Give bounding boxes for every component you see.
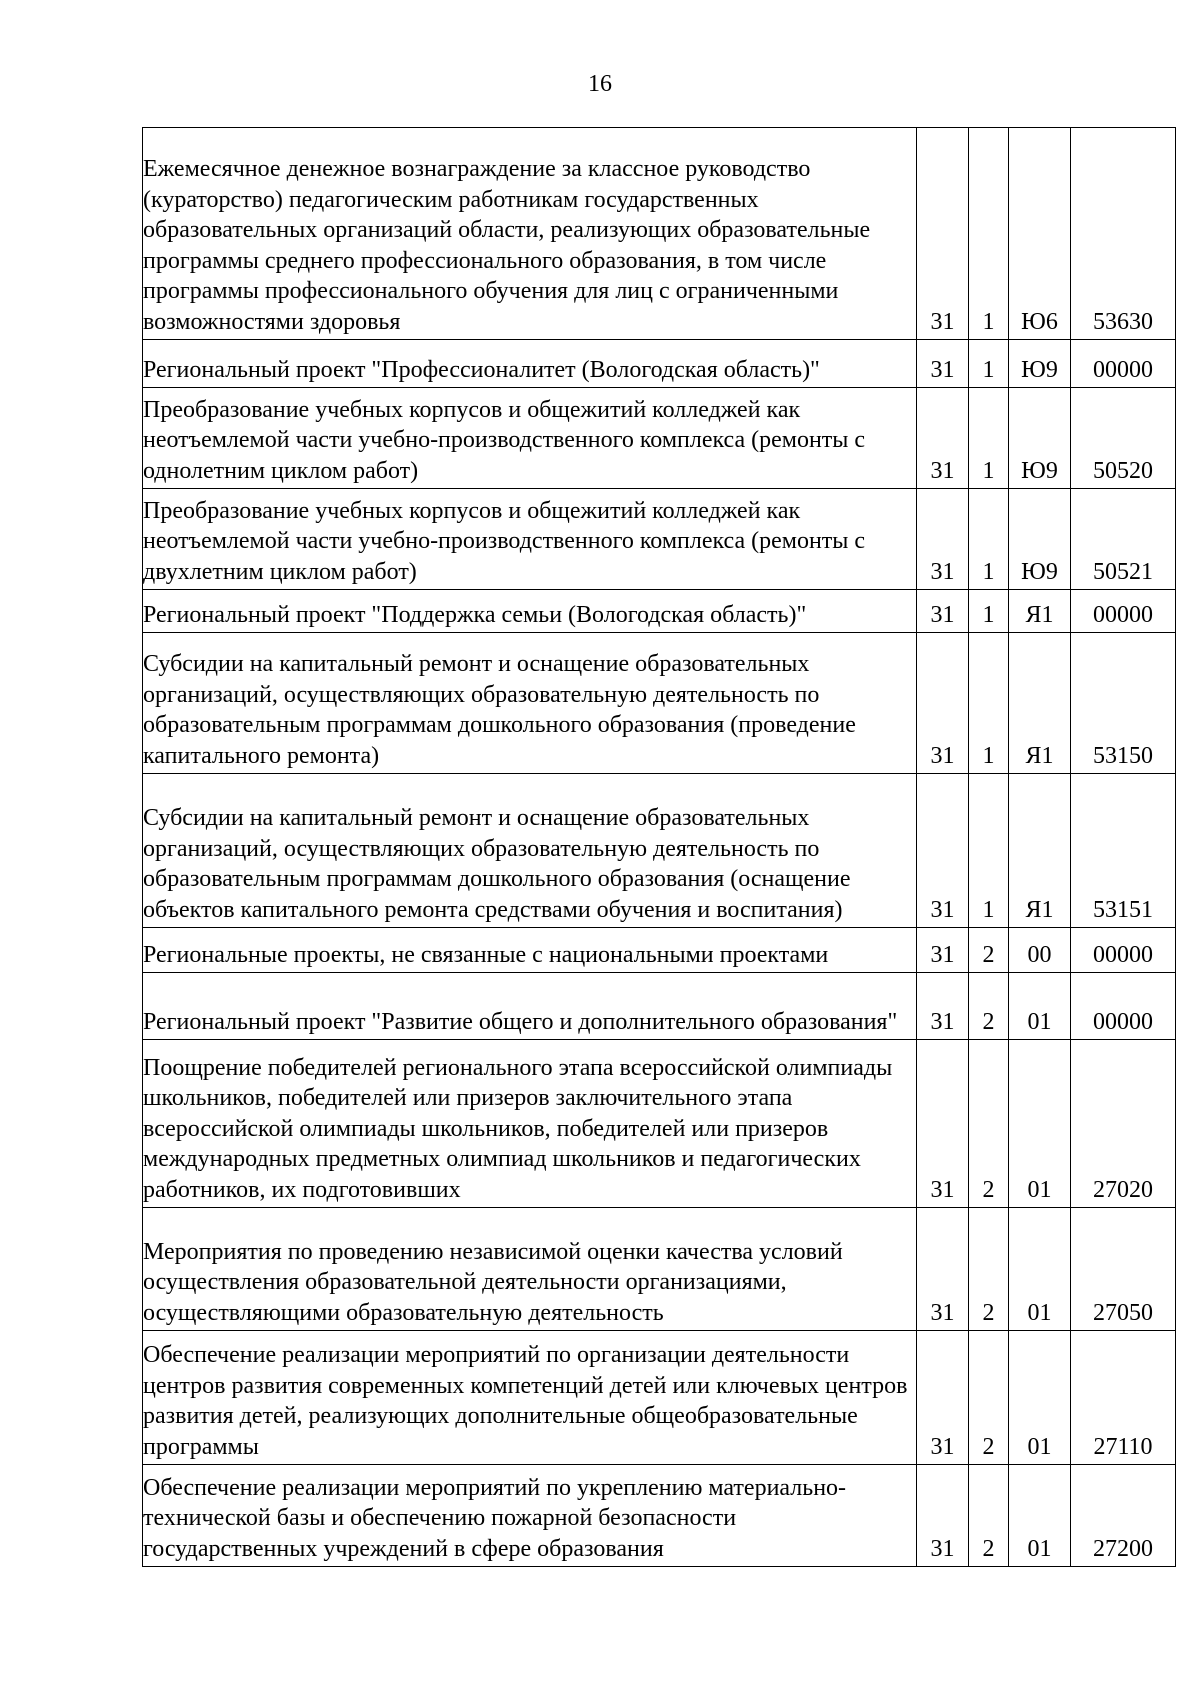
- code-cell-subprogram: [969, 1465, 1009, 1567]
- code-cell-program: [917, 973, 969, 1040]
- code-cell-subprogram: [969, 774, 1009, 928]
- code-cell-project: [1009, 774, 1071, 928]
- table-row: [143, 928, 1176, 973]
- code-cell-direction: [1071, 973, 1176, 1040]
- code-cell-direction: [1071, 1465, 1176, 1567]
- code-program: 31: [930, 558, 955, 585]
- code-cell-subprogram: [969, 590, 1009, 633]
- code-cell-program: [917, 633, 969, 774]
- row-description: Субсидии на капитальный ремонт и оснащение образовательных организаций, осуществляющих образовательную деятельность по образовательным программам дошкольного образования (оснащение объектов капитального ремонта средствами обучения и воспитания): [143, 805, 851, 923]
- code-cell-subprogram: [969, 928, 1009, 973]
- table-row: [143, 489, 1176, 590]
- code-cell-subprogram: [969, 1331, 1009, 1465]
- code-cell-program: [917, 489, 969, 590]
- code-direction: 27110: [1093, 1433, 1153, 1460]
- table-row: [143, 1465, 1176, 1567]
- code-program: 31: [930, 1008, 955, 1035]
- code-project: Я1: [1025, 601, 1054, 628]
- row-description-cell: [143, 973, 917, 1040]
- row-description-cell: [143, 928, 917, 973]
- code-cell-project: [1009, 128, 1071, 340]
- code-cell-subprogram: [969, 128, 1009, 340]
- code-program: 31: [930, 457, 955, 484]
- code-program: 31: [930, 1433, 955, 1460]
- code-subprogram: 2: [982, 1535, 995, 1562]
- code-program: 31: [930, 1535, 955, 1562]
- code-cell-subprogram: [969, 388, 1009, 489]
- code-direction: 27020: [1093, 1176, 1153, 1203]
- code-cell-direction: [1071, 633, 1176, 774]
- code-direction: 53151: [1093, 896, 1153, 923]
- code-cell-program: [917, 774, 969, 928]
- code-cell-program: [917, 928, 969, 973]
- row-description: Ежемесячное денежное вознаграждение за классное руководство (кураторство) педагогическим работникам государственных образовательных организаций области, реализующих образовательные программы среднего профессионального образования, в том числе программы профессионального обучения для лиц с ограниченными возможностями здоровья: [143, 156, 871, 335]
- code-cell-direction: [1071, 1208, 1176, 1331]
- code-direction: 27050: [1093, 1299, 1153, 1326]
- code-cell-subprogram: [969, 633, 1009, 774]
- row-description: Региональный проект "Поддержка семьи (Вологодская область)": [143, 601, 807, 628]
- row-description-cell: [143, 388, 917, 489]
- row-description-cell: [143, 774, 917, 928]
- code-cell-project: [1009, 633, 1071, 774]
- code-cell-project: [1009, 1465, 1071, 1567]
- code-program: 31: [930, 1176, 955, 1203]
- code-project: 00: [1027, 941, 1052, 968]
- row-description-cell: [143, 1040, 917, 1208]
- code-subprogram: 1: [982, 457, 995, 484]
- code-subprogram: 1: [982, 308, 995, 335]
- code-subprogram: 1: [982, 742, 995, 769]
- code-direction: 50520: [1093, 457, 1153, 484]
- code-cell-project: [1009, 1208, 1071, 1331]
- code-cell-direction: [1071, 590, 1176, 633]
- row-description: Региональный проект "Профессионалитет (Вологодская область)": [143, 356, 820, 383]
- row-description: Преобразование учебных корпусов и общежитий колледжей как неотъемлемой части учебно-производственного комплекса (ремонты с однолетним циклом работ): [143, 396, 866, 484]
- row-description-cell: [143, 1208, 917, 1331]
- table-row: [143, 1040, 1176, 1208]
- code-direction: 00000: [1093, 1008, 1153, 1035]
- code-project: Я1: [1025, 896, 1054, 923]
- code-cell-program: [917, 128, 969, 340]
- code-project: Ю6: [1021, 308, 1058, 335]
- code-cell-direction: [1071, 128, 1176, 340]
- code-subprogram: 2: [982, 941, 995, 968]
- code-subprogram: 2: [982, 1299, 995, 1326]
- code-cell-direction: [1071, 388, 1176, 489]
- code-subprogram: 2: [982, 1176, 995, 1203]
- table-row: [143, 340, 1176, 388]
- code-cell-subprogram: [969, 973, 1009, 1040]
- code-cell-subprogram: [969, 1040, 1009, 1208]
- code-project: 01: [1027, 1176, 1052, 1203]
- code-cell-subprogram: [969, 489, 1009, 590]
- code-cell-subprogram: [969, 340, 1009, 388]
- code-program: 31: [930, 896, 955, 923]
- row-description: Мероприятия по проведению независимой оценки качества условий осуществления образовательной деятельности организациями, осуществляющими образовательную деятельность: [143, 1238, 843, 1326]
- code-cell-direction: [1071, 340, 1176, 388]
- code-cell-direction: [1071, 928, 1176, 973]
- code-cell-project: [1009, 973, 1071, 1040]
- table-row: [143, 973, 1176, 1040]
- code-direction: 00000: [1093, 601, 1153, 628]
- code-program: 31: [930, 601, 955, 628]
- code-cell-direction: [1071, 1040, 1176, 1208]
- code-cell-program: [917, 1040, 969, 1208]
- row-description: Субсидии на капитальный ремонт и оснащение образовательных организаций, осуществляющих образовательную деятельность по образовательным программам дошкольного образования (проведение капитального ремонта): [143, 651, 856, 769]
- code-subprogram: 1: [982, 896, 995, 923]
- code-cell-project: [1009, 489, 1071, 590]
- table-row: [143, 1331, 1176, 1465]
- code-direction: 53150: [1093, 742, 1153, 769]
- table-row: [143, 1208, 1176, 1331]
- code-subprogram: 1: [982, 601, 995, 628]
- table-row: [143, 128, 1176, 340]
- code-subprogram: 1: [982, 558, 995, 585]
- table-row: [143, 388, 1176, 489]
- code-cell-project: [1009, 1331, 1071, 1465]
- code-cell-program: [917, 590, 969, 633]
- code-project: 01: [1027, 1008, 1052, 1035]
- code-cell-direction: [1071, 489, 1176, 590]
- row-description-cell: [143, 489, 917, 590]
- code-program: 31: [930, 1299, 955, 1326]
- row-description: Региональные проекты, не связанные с национальными проектами: [143, 941, 829, 968]
- code-program: 31: [930, 941, 955, 968]
- row-description: Поощрение победителей регионального этапа всероссийской олимпиады школьников, победителей или призеров заключительного этапа всероссийской олимпиады школьников, победителей или призеров международных предметных олимпиад школьников и педагогических работников, их подготовивших: [143, 1054, 893, 1203]
- code-project: 01: [1027, 1535, 1052, 1562]
- row-description-cell: [143, 1331, 917, 1465]
- code-cell-project: [1009, 388, 1071, 489]
- code-direction: 53630: [1093, 308, 1153, 335]
- code-cell-project: [1009, 928, 1071, 973]
- code-subprogram: 1: [982, 356, 995, 383]
- code-direction: 00000: [1093, 941, 1153, 968]
- code-program: 31: [930, 742, 955, 769]
- row-description: Преобразование учебных корпусов и общежитий колледжей как неотъемлемой части учебно-производственного комплекса (ремонты с двухлетним циклом работ): [143, 497, 866, 585]
- code-direction: 50521: [1093, 558, 1153, 585]
- code-project: 01: [1027, 1299, 1052, 1326]
- code-direction: 27200: [1093, 1535, 1153, 1562]
- code-direction: 00000: [1093, 356, 1153, 383]
- page-number: 16: [588, 71, 612, 97]
- code-cell-program: [917, 340, 969, 388]
- budget-classification-table: [142, 127, 1176, 1567]
- code-program: 31: [930, 308, 955, 335]
- table-row: [143, 774, 1176, 928]
- row-description-cell: [143, 633, 917, 774]
- row-description: Региональный проект "Развитие общего и дополнительного образования": [143, 1008, 898, 1035]
- code-cell-program: [917, 1331, 969, 1465]
- row-description-cell: [143, 1465, 917, 1567]
- code-cell-project: [1009, 340, 1071, 388]
- code-cell-program: [917, 1208, 969, 1331]
- code-program: 31: [930, 356, 955, 383]
- code-project: Я1: [1025, 742, 1054, 769]
- row-description-cell: [143, 128, 917, 340]
- code-project: 01: [1027, 1433, 1052, 1460]
- code-project: Ю9: [1021, 457, 1058, 484]
- code-project: Ю9: [1021, 356, 1058, 383]
- code-cell-program: [917, 388, 969, 489]
- row-description-cell: [143, 340, 917, 388]
- row-description-cell: [143, 590, 917, 633]
- code-cell-project: [1009, 1040, 1071, 1208]
- code-cell-program: [917, 1465, 969, 1567]
- code-cell-direction: [1071, 774, 1176, 928]
- row-description: Обеспечение реализации мероприятий по организации деятельности центров развития современных компетенций детей или ключевых центров развития детей, реализующих дополнительные общеобразовательные программы: [143, 1342, 908, 1460]
- row-description: Обеспечение реализации мероприятий по укреплению материально-технической базы и обеспечению пожарной безопасности государственных учреждений в сфере образования: [143, 1474, 847, 1562]
- code-subprogram: 2: [982, 1008, 995, 1035]
- code-cell-project: [1009, 590, 1071, 633]
- code-cell-direction: [1071, 1331, 1176, 1465]
- code-subprogram: 2: [982, 1433, 995, 1460]
- code-cell-subprogram: [969, 1208, 1009, 1331]
- code-project: Ю9: [1021, 558, 1058, 585]
- table-row: [143, 633, 1176, 774]
- table-row: [143, 590, 1176, 633]
